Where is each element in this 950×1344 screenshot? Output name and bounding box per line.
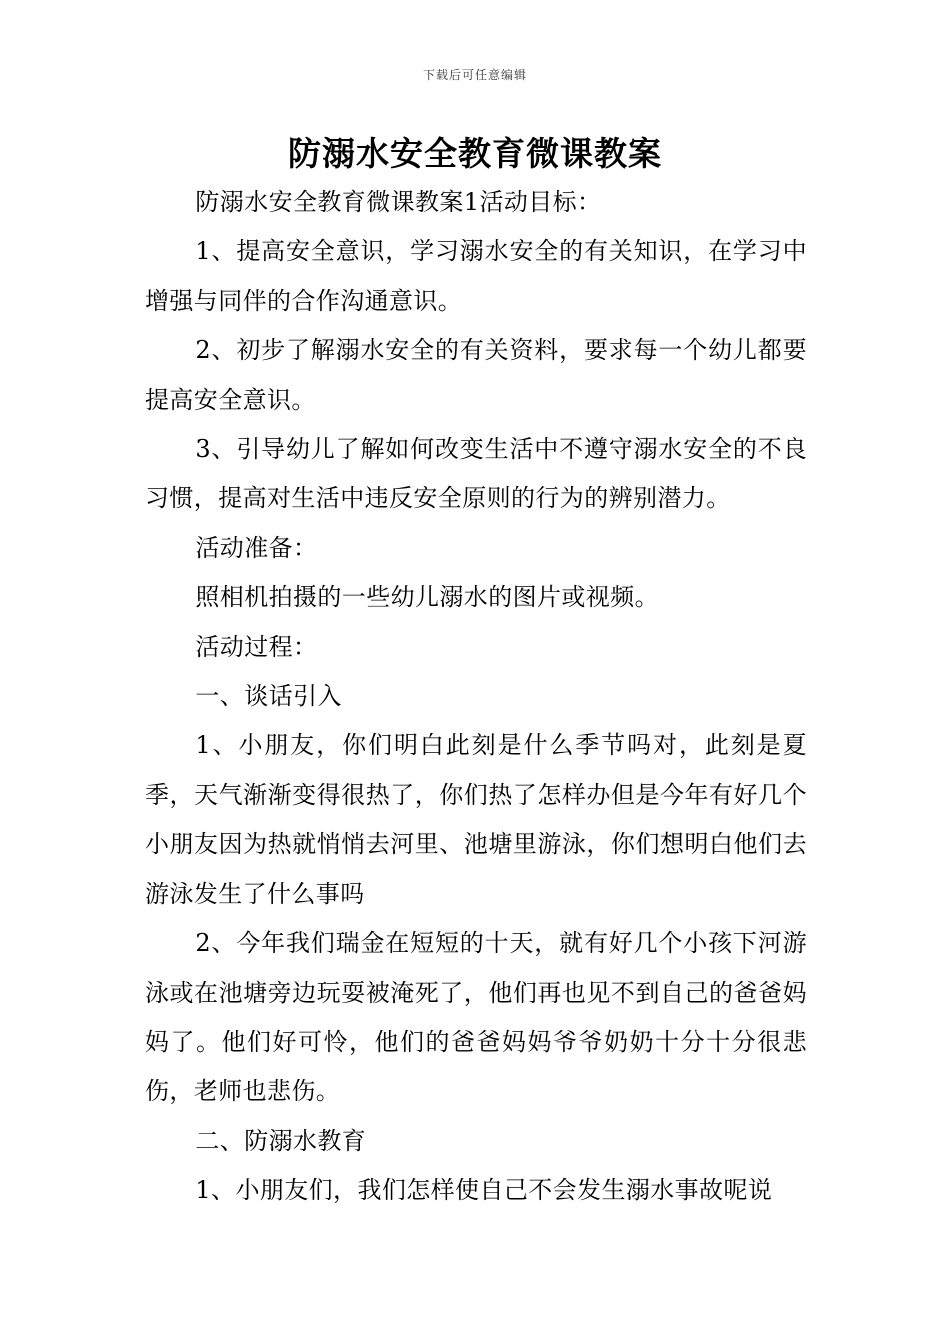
paragraph-goal-1: 1、提高安全意识，学习溺水安全的有关知识，在学习中增强与同伴的合作沟通意识。 bbox=[145, 237, 807, 315]
header-note: 下载后可任意编辑 bbox=[422, 68, 527, 82]
paragraph-goal-3: 3、引导幼儿了解如何改变生活中不遵守溺水安全的不良习惯，提高对生活中违反安全原则的行为的辨别潜力。 bbox=[145, 435, 807, 513]
document-title: 防溺水安全教育微课教案 bbox=[288, 134, 662, 173]
paragraph-intro: 防溺水安全教育微课教案1活动目标： bbox=[195, 188, 602, 216]
paragraph-section-1-item-2: 2、今年我们瑞金在短短的十天，就有好几个小孩下河游泳或在池塘旁边玩耍被淹死了，他们再也见不到自己的爸爸妈妈了。他们好可怜，他们的爸爸妈妈爷爷奶奶十分十分很悲伤，老师也悲伤。 bbox=[145, 929, 807, 1106]
paragraph-preparation-heading: 活动准备： bbox=[195, 533, 318, 562]
paragraph-section-2-heading: 二、防溺水教育 bbox=[195, 1126, 367, 1155]
paragraph-section-1-item-1: 1、小朋友，你们明白此刻是什么季节吗对，此刻是夏季，天气渐渐变得很热了，你们热了怎样办但是今年有好几个小朋友因为热就悄悄去河里、池塘里游泳，你们想明白他们去游泳发生了什么事吗 bbox=[145, 731, 807, 908]
paragraph-preparation: 照相机拍摄的一些幼儿溺水的图片或视频。 bbox=[195, 583, 659, 612]
paragraph-process-heading: 活动过程： bbox=[195, 632, 318, 661]
paragraph-goal-2: 2、初步了解溺水安全的有关资料，要求每一个幼儿都要提高安全意识。 bbox=[145, 336, 807, 414]
paragraph-section-2-item-1: 1、小朋友们，我们怎样使自己不会发生溺水事故呢说 bbox=[195, 1176, 773, 1205]
paragraph-section-1-heading: 一、谈话引入 bbox=[195, 682, 342, 711]
document-body bbox=[145, 178, 807, 1216]
